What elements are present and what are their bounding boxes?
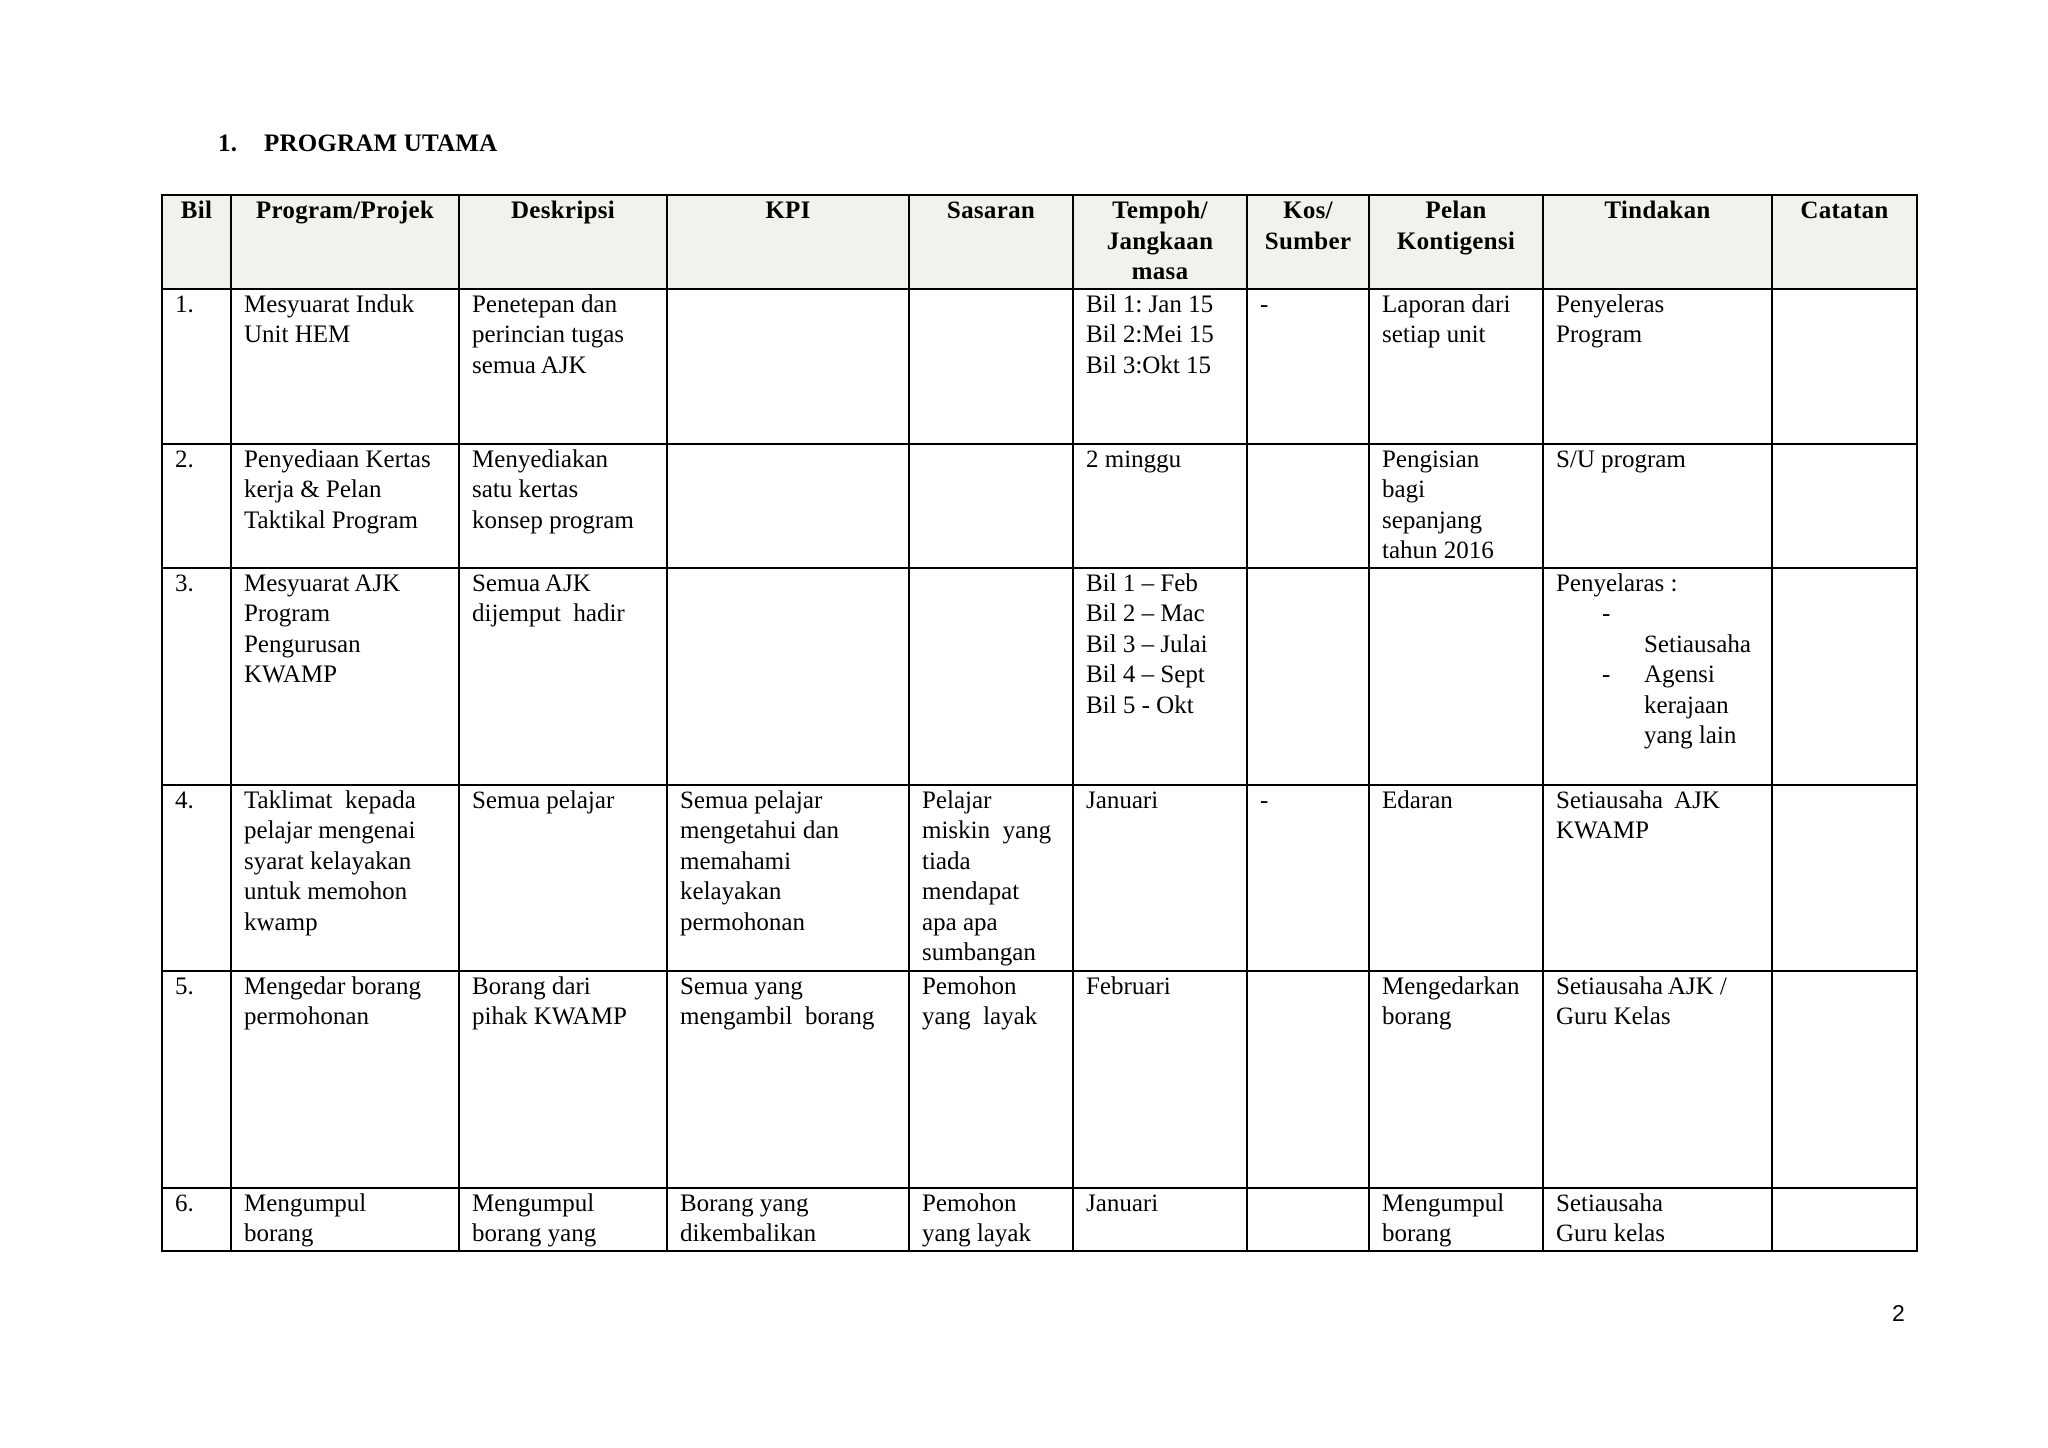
cell-tindakan: Setiausaha AJK KWAMP <box>1543 785 1772 971</box>
header-bil: Bil <box>162 195 231 289</box>
cell-tempoh: Januari <box>1073 785 1247 971</box>
cell-tindakan: Setiausaha AJK / Guru Kelas <box>1543 971 1772 1188</box>
cell-kpi: Borang yang dikembalikan <box>667 1188 909 1251</box>
cell-kpi: Semua pelajar mengetahui dan memahami kelayakan permohonan <box>667 785 909 971</box>
dash-list <box>1556 599 1765 752</box>
header-program: Program/Projek <box>231 195 459 289</box>
table-row <box>162 1188 1917 1251</box>
cell-kpi <box>667 289 909 444</box>
cell-pelan: Edaran <box>1369 785 1543 971</box>
header-kos: Kos/ Sumber <box>1247 195 1369 289</box>
cell-sasaran: Pemohon yang layak <box>909 1188 1073 1251</box>
cell-pelan <box>1369 568 1543 785</box>
cell-kos: - <box>1247 289 1369 444</box>
cell-kos <box>1247 444 1369 568</box>
table-row <box>162 289 1917 444</box>
cell-kpi: Semua yang mengambil borang <box>667 971 909 1188</box>
cell-kos <box>1247 568 1369 785</box>
cell-tempoh: Februari <box>1073 971 1247 1188</box>
cell-bil: 3. <box>162 568 231 785</box>
header-catatan: Catatan <box>1772 195 1917 289</box>
cell-deskripsi: Semua pelajar <box>459 785 667 971</box>
cell-tindakan: S/U program <box>1543 444 1772 568</box>
cell-catatan <box>1772 1188 1917 1251</box>
header-tindakan: Tindakan <box>1543 195 1772 289</box>
cell-kpi <box>667 444 909 568</box>
cell-sasaran <box>909 444 1073 568</box>
list-item: - Setiausaha <box>1602 600 1751 658</box>
cell-bil: 6. <box>162 1188 231 1251</box>
tindakan-intro: Penyelaras : <box>1556 569 1678 597</box>
cell-kos <box>1247 971 1369 1188</box>
cell-program: Mengedar borang permohonan <box>231 971 459 1188</box>
cell-tempoh: 2 minggu <box>1073 444 1247 568</box>
cell-catatan <box>1772 289 1917 444</box>
cell-bil: 4. <box>162 785 231 971</box>
cell-sasaran <box>909 568 1073 785</box>
table-row <box>162 568 1917 785</box>
cell-deskripsi: Menyediakan satu kertas konsep program <box>459 444 667 568</box>
header-kpi: KPI <box>667 195 909 289</box>
cell-sasaran <box>909 289 1073 444</box>
cell-program: Mesyuarat Induk Unit HEM <box>231 289 459 444</box>
cell-pelan: Laporan dari setiap unit <box>1369 289 1543 444</box>
cell-tindakan: Penyeleras Program <box>1543 289 1772 444</box>
cell-tindakan: Setiausaha Guru kelas <box>1543 1188 1772 1251</box>
cell-bil: 1. <box>162 289 231 444</box>
page-number: 2 <box>1892 1300 1905 1326</box>
cell-deskripsi: Mengumpul borang yang <box>459 1188 667 1251</box>
cell-kpi <box>667 568 909 785</box>
section-title-text: PROGRAM UTAMA <box>264 130 498 157</box>
cell-program: Taklimat kepada pelajar mengenai syarat kelayakan untuk memohon kwamp <box>231 785 459 971</box>
cell-catatan <box>1772 971 1917 1188</box>
cell-deskripsi: Penetepan dan perincian tugas semua AJK <box>459 289 667 444</box>
cell-catatan <box>1772 444 1917 568</box>
header-tempoh: Tempoh/ Jangkaan masa <box>1073 195 1247 289</box>
header-deskripsi: Deskripsi <box>459 195 667 289</box>
cell-tempoh: Januari <box>1073 1188 1247 1251</box>
table-row <box>162 444 1917 568</box>
program-table <box>161 194 1918 1252</box>
section-title <box>218 130 497 158</box>
cell-pelan: Pengisian bagi sepanjang tahun 2016 <box>1369 444 1543 568</box>
table-row <box>162 971 1917 1188</box>
cell-bil: 2. <box>162 444 231 568</box>
cell-tindakan <box>1543 568 1772 785</box>
cell-pelan: Mengumpul borang <box>1369 1188 1543 1251</box>
cell-tempoh: Bil 1 – Feb Bil 2 – Mac Bil 3 – Julai Bil 4 – Sept Bil 5 - Okt <box>1073 568 1247 785</box>
cell-program: Mengumpul borang <box>231 1188 459 1251</box>
cell-sasaran: Pemohon yang layak <box>909 971 1073 1188</box>
cell-tempoh: Bil 1: Jan 15 Bil 2:Mei 15 Bil 3:Okt 15 <box>1073 289 1247 444</box>
cell-bil: 5. <box>162 971 231 1188</box>
cell-program: Mesyuarat AJK Program Pengurusan KWAMP <box>231 568 459 785</box>
list-item: - Agensi kerajaan yang lain <box>1602 661 1737 749</box>
table-header-row <box>162 195 1917 289</box>
cell-catatan <box>1772 568 1917 785</box>
section-number: 1. <box>218 130 238 157</box>
cell-sasaran: Pelajar miskin yang tiada mendapat apa apa sumbangan <box>909 785 1073 971</box>
header-sasaran: Sasaran <box>909 195 1073 289</box>
cell-catatan <box>1772 785 1917 971</box>
cell-kos: - <box>1247 785 1369 971</box>
cell-program: Penyediaan Kertas kerja & Pelan Taktikal Program <box>231 444 459 568</box>
cell-kos <box>1247 1188 1369 1251</box>
cell-pelan: Mengedarkan borang <box>1369 971 1543 1188</box>
cell-deskripsi: Borang dari pihak KWAMP <box>459 971 667 1188</box>
dash-bullet: - <box>1602 661 1611 688</box>
header-pelan: Pelan Kontigensi <box>1369 195 1543 289</box>
table-row <box>162 785 1917 971</box>
dash-bullet: - <box>1602 600 1611 627</box>
cell-deskripsi: Semua AJK dijemput hadir <box>459 568 667 785</box>
